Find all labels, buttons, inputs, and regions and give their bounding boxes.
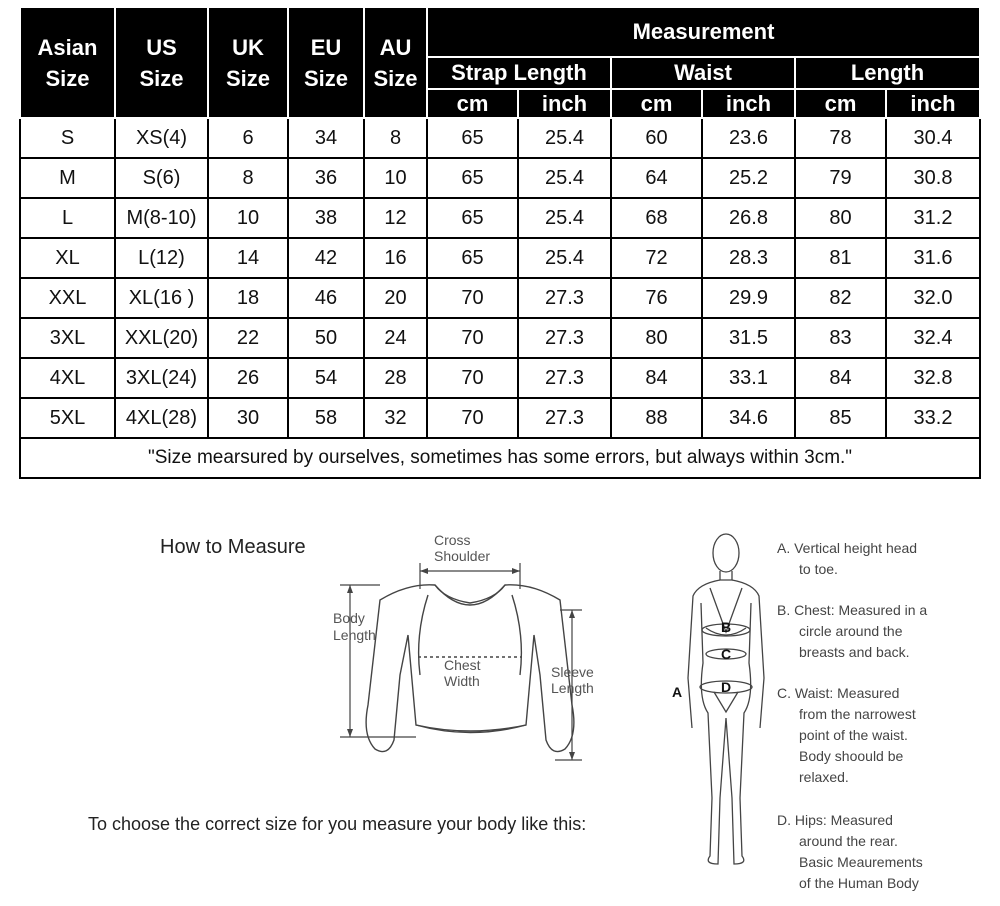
table-cell: 36 [288,158,364,198]
table-row [20,118,980,158]
table-cell: 80 [795,198,886,238]
header-unit: cm [427,89,518,118]
table-cell: 25.4 [518,118,611,158]
table-note: "Size mearsured by ourselves, sometimes has some errors, but always within 3cm." [20,438,980,478]
table-cell: 3XL(24) [115,358,208,398]
table-cell: 79 [795,158,886,198]
table-cell: 29.9 [702,278,795,318]
table-cell: 65 [427,158,518,198]
table-cell: 72 [611,238,702,278]
table-cell: M(8-10) [115,198,208,238]
table-cell: 54 [288,358,364,398]
table-cell: 25.4 [518,238,611,278]
header-us-size: US Size [115,7,208,118]
body-length-label-1: Body [333,610,365,626]
table-cell: XL [20,238,115,278]
table-cell: 10 [208,198,288,238]
table-cell: 82 [795,278,886,318]
table-row [20,358,980,398]
garment-measure-diagram [320,525,620,775]
table-cell: 31.6 [886,238,980,278]
header-unit: inch [518,89,611,118]
table-row [20,318,980,358]
table-cell: 23.6 [702,118,795,158]
table-cell: 64 [611,158,702,198]
table-cell: 58 [288,398,364,438]
table-cell: 30.8 [886,158,980,198]
size-chart-table [19,6,981,479]
table-cell: 33.1 [702,358,795,398]
table-cell: 30.4 [886,118,980,158]
measure-instruction: To choose the correct size for you measure your body like this: [88,814,587,834]
header-unit: cm [611,89,702,118]
sleeve-length-label-1: Sleeve [551,664,594,680]
table-cell: 4XL [20,358,115,398]
legend-item-d: D. Hips: Measured around the rear. Basic Meaurements of the Human Body [777,812,923,891]
table-cell: 31.5 [702,318,795,358]
header-measurement: Measurement [427,7,980,57]
cross-shoulder-label-1: Cross [434,532,471,548]
header-eu-size: EU Size [288,7,364,118]
header-uk-size: UK Size [208,7,288,118]
header-length: Length [795,57,980,89]
body-marker-b: B [721,619,732,635]
table-cell: 3XL [20,318,115,358]
table-cell: 4XL(28) [115,398,208,438]
sleeve-length-label-2: Length [551,680,594,696]
table-cell: 83 [795,318,886,358]
body-marker-d: D [721,679,732,695]
table-cell: M [20,158,115,198]
table-cell: 28 [364,358,427,398]
table-cell: XXL [20,278,115,318]
header-au-size: AU Size [364,7,427,118]
table-cell: 25.4 [518,158,611,198]
table-row [20,158,980,198]
body-marker-a: A [672,684,683,700]
table-cell: 38 [288,198,364,238]
table-cell: 84 [611,358,702,398]
table-cell: 70 [427,398,518,438]
table-cell: 5XL [20,398,115,438]
header-unit: cm [795,89,886,118]
table-cell: 70 [427,318,518,358]
table-cell: 34 [288,118,364,158]
how-to-measure-title: How to Measure [160,536,306,558]
header-waist: Waist [611,57,795,89]
table-cell: 70 [427,278,518,318]
table-cell: 26 [208,358,288,398]
table-cell: 27.3 [518,358,611,398]
table-cell: 81 [795,238,886,278]
table-cell: 25.2 [702,158,795,198]
table-cell: 14 [208,238,288,278]
body-figure-diagram [668,528,778,878]
table-cell: 84 [795,358,886,398]
header-unit: inch [702,89,795,118]
table-cell: 25.4 [518,198,611,238]
table-cell: 76 [611,278,702,318]
table-cell: 88 [611,398,702,438]
table-cell: 26.8 [702,198,795,238]
legend-item-c: C. Waist: Measured from the narrowest point of the waist. Body shoould be relaxed. [777,685,916,785]
table-cell: 34.6 [702,398,795,438]
table-cell: 27.3 [518,318,611,358]
table-cell: 46 [288,278,364,318]
table-cell: 10 [364,158,427,198]
table-cell: L [20,198,115,238]
chest-width-label-2: Width [444,673,480,689]
table-cell: 50 [288,318,364,358]
table-cell: 32.4 [886,318,980,358]
table-cell: 20 [364,278,427,318]
table-cell: 68 [611,198,702,238]
table-row [20,398,980,438]
table-cell: 42 [288,238,364,278]
table-cell: 18 [208,278,288,318]
table-cell: 8 [208,158,288,198]
table-cell: 33.2 [886,398,980,438]
table-cell: S [20,118,115,158]
table-cell: 65 [427,238,518,278]
table-cell: S(6) [115,158,208,198]
table-cell: 70 [427,358,518,398]
table-cell: XL(16 ) [115,278,208,318]
header-strap-length: Strap Length [427,57,611,89]
table-cell: 27.3 [518,278,611,318]
table-cell: 60 [611,118,702,158]
table-cell: L(12) [115,238,208,278]
table-cell: XS(4) [115,118,208,158]
table-cell: 27.3 [518,398,611,438]
table-cell: 6 [208,118,288,158]
table-cell: 16 [364,238,427,278]
table-cell: 32 [364,398,427,438]
legend-item-a: A. Vertical height head to toe. [777,540,918,577]
header-unit: inch [886,89,980,118]
table-cell: 28.3 [702,238,795,278]
table-row [20,278,980,318]
table-cell: 8 [364,118,427,158]
table-cell: 12 [364,198,427,238]
body-length-label-2: Length [333,627,376,643]
cross-shoulder-label-2: Shoulder [434,548,491,564]
header-asian-size: Asian Size [20,7,115,118]
table-cell: 85 [795,398,886,438]
table-cell: 24 [364,318,427,358]
table-row [20,238,980,278]
table-cell: 32.0 [886,278,980,318]
body-marker-c: C [721,646,732,662]
table-cell: XXL(20) [115,318,208,358]
table-cell: 65 [427,198,518,238]
table-cell: 32.8 [886,358,980,398]
table-cell: 30 [208,398,288,438]
table-cell: 65 [427,118,518,158]
legend-item-b: B. Chest: Measured in a circle around the breasts and back. [777,602,928,660]
table-cell: 31.2 [886,198,980,238]
table-cell: 78 [795,118,886,158]
table-cell: 80 [611,318,702,358]
chest-width-label-1: Chest [444,657,481,673]
table-row [20,198,980,238]
table-cell: 22 [208,318,288,358]
